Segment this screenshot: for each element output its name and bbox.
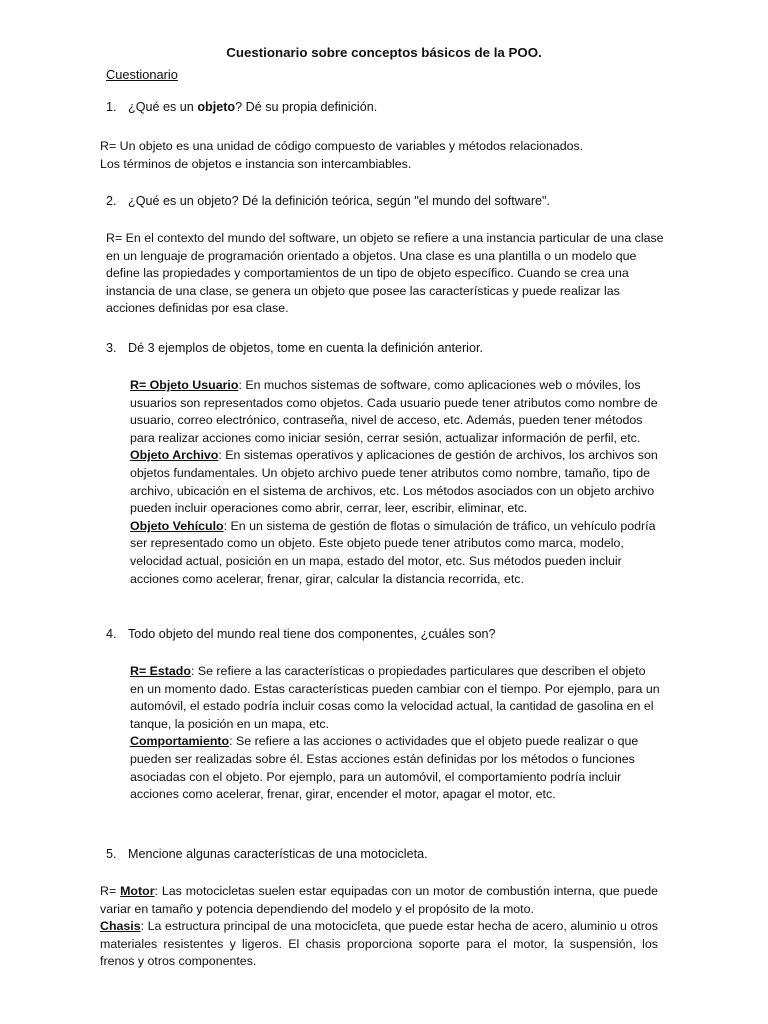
question-number: 4.	[106, 627, 117, 641]
item-label: Comportamiento	[130, 734, 230, 749]
item-text: : La estructura principal de una motocicleta, que puede estar hecha de acero, aluminio u otros materiales resistentes y ligeros. El chasis proporciona soporte para el motor, la suspensión, los frenos y otros componentes.	[100, 919, 658, 969]
item-label: R= Estado	[130, 664, 191, 678]
item-text: : Las motocicletas suelen estar equipadas con un motor de combustión interna, que puede variar en tamaño y potencia dependiendo del modelo y el propósito de la moto.	[100, 884, 658, 916]
component-item	[130, 733, 662, 803]
example-item	[130, 518, 662, 588]
component-item	[130, 663, 662, 733]
question-text: Todo objeto del mundo real tiene dos componentes, ¿cuáles son?	[128, 627, 496, 641]
feature-item	[100, 918, 658, 971]
item-text: : En un sistema de gestión de flotas o simulación de tráfico, un vehículo podría ser representado como un objeto. Este objeto puede tener atributos como marca, modelo, velocidad actual, posición en un mapa, estado del motor, etc. Sus métodos pueden incluir acciones como acelerar, frenar, girar, calcular la distancia recorrida, etc.	[130, 518, 656, 586]
question-text: ¿Qué es un	[128, 100, 198, 114]
item-label: Objeto Archivo	[130, 448, 219, 463]
answer-1	[100, 138, 680, 173]
question-1	[106, 99, 666, 117]
item-text: : En sistemas operativos y aplicaciones de gestión de archivos, los archivos son objetos fundamentales. Un objeto archivo puede tener atributos como nombre, tamaño, tipo de archivo, ubicación en el sistema de archivos, etc. Los métodos asociados con un objeto archivo pueden incluir operaciones como abrir, cerrar, leer, escribir, eliminar, etc.	[130, 448, 658, 516]
answer-3	[130, 377, 662, 588]
item-label: Motor	[120, 884, 155, 898]
answer-2: R= En el contexto del mundo del software, un objeto se refiere a una instancia particular de una clase en un lenguaje de programación orientado a objetos. Una clase es una plantilla o un modelo que define las propiedades y comportamientos de un tipo de objeto específico. Cuando se crea una instancia de una clase, se genera un objeto que posee las características y puede realizar las acciones definidas por esa clase.	[106, 231, 664, 316]
item-label: R= Objeto Usuario	[130, 378, 239, 392]
question-number: 3.	[106, 341, 117, 355]
section-heading: Cuestionario	[106, 67, 178, 82]
document-title: Cuestionario sobre conceptos básicos de la POO.	[226, 45, 542, 60]
item-label: Chasis	[100, 919, 141, 934]
question-4	[106, 626, 686, 644]
question-number: 1.	[106, 100, 117, 114]
item-text: : Se refiere a las características o propiedades particulares que describen el objeto en un momento dado. Estas características pueden cambiar con el tiempo. Por ejemplo, para un automóvil, el estado podría incluir cosas como la velocidad actual, la cantidad de gasolina en el tanque, la posición en un mapa, etc.	[130, 664, 660, 731]
question-keyword: objeto	[197, 100, 236, 114]
answer-line: Los términos de objetos e instancia son intercambiables.	[100, 156, 412, 171]
item-label: Objeto Vehículo	[130, 518, 224, 533]
item-text: : En muchos sistemas de software, como aplicaciones web o móviles, los usuarios son representados como objetos. Cada usuario puede tener atributos como nombre de usuario, correo electrónico, contraseña, nivel de acceso, etc. Además, pueden tener métodos para realizar acciones como iniciar sesión, cerrar sesión, actualizar información de perfil, etc.	[130, 378, 658, 445]
question-number: 5.	[106, 847, 117, 861]
question-2	[106, 193, 686, 211]
item-text: : Se refiere a las acciones o actividades que el objeto puede realizar o que pueden ser realizadas sobre él. Estas acciones están definidas por los métodos o funciones asociadas con el objeto. Por ejemplo, para un automóvil, el comportamiento podría incluir acciones como acelerar, frenar, girar, encender el motor, apagar el motor, etc.	[130, 734, 639, 802]
question-5	[106, 846, 686, 864]
answer-5	[100, 883, 658, 971]
question-text: ¿Qué es un objeto? Dé la definición teórica, según "el mundo del software".	[128, 194, 550, 208]
example-item	[130, 377, 662, 447]
question-text: Mencione algunas características de una motocicleta.	[128, 847, 428, 861]
question-3	[106, 340, 686, 358]
item-prefix: R=	[100, 884, 121, 898]
answer-4	[130, 663, 662, 804]
question-number: 2.	[106, 194, 117, 208]
question-text-end: ? Dé su propia definición.	[235, 100, 378, 114]
answer-line: R= Un objeto es una unidad de código compuesto de variables y métodos relacionados.	[100, 139, 584, 153]
question-text: Dé 3 ejemplos de objetos, tome en cuenta la definición anterior.	[128, 341, 483, 355]
example-item	[130, 447, 662, 517]
feature-item	[100, 883, 658, 918]
